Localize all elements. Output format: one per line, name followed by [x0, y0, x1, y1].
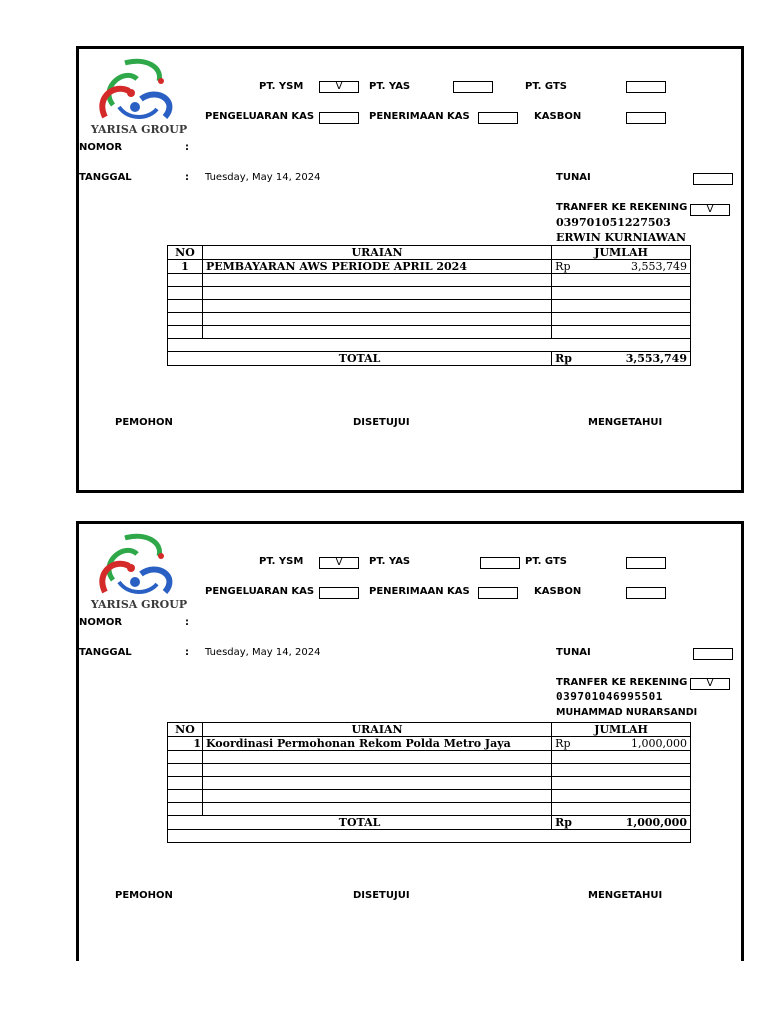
total-label: TOTAL: [168, 352, 552, 366]
pemohon-label: PEMOHON: [115, 417, 173, 428]
nomor-label: NOMOR: [79, 617, 123, 628]
col-jumlah: JUMLAH: [552, 246, 691, 260]
items-table: [167, 722, 691, 843]
account-name: MUHAMMAD NURARSANDI: [556, 707, 698, 718]
table-row: [168, 300, 691, 313]
total-row: [168, 352, 691, 366]
pt-gts-checkbox[interactable]: [626, 557, 666, 569]
item-amount-cell: [552, 260, 691, 274]
kasbon-checkbox[interactable]: [626, 587, 666, 599]
col-no: NO: [168, 723, 203, 737]
pt-ysm-label: PT. YSM: [259, 556, 304, 567]
disetujui-label: DISETUJUI: [353, 890, 410, 901]
pengeluaran-kas-checkbox[interactable]: [319, 112, 359, 124]
currency: Rp: [555, 352, 572, 365]
mengetahui-label: MENGETAHUI: [588, 417, 663, 428]
total-amount: 1,000,000: [625, 816, 687, 829]
yarisa-group-logo: [85, 532, 193, 612]
table-row: [168, 764, 691, 777]
currency: Rp: [555, 816, 572, 829]
tanggal-label: TANGGAL: [79, 172, 132, 183]
tanggal-colon: :: [185, 172, 189, 183]
item-desc: PEMBAYARAN AWS PERIODE APRIL 2024: [202, 260, 551, 274]
table-row: [168, 313, 691, 326]
kasbon-label: KASBON: [534, 111, 582, 122]
item-amount-cell: [552, 737, 691, 751]
table-row: [168, 260, 691, 274]
transfer-checkbox[interactable]: V: [690, 204, 730, 216]
items-table: [167, 245, 691, 366]
kasbon-checkbox[interactable]: [626, 112, 666, 124]
col-uraian: URAIAN: [202, 723, 551, 737]
total-amount-cell: [552, 352, 691, 366]
table-row: [168, 777, 691, 790]
mengetahui-label: MENGETAHUI: [588, 890, 663, 901]
currency: Rp: [555, 737, 571, 750]
col-jumlah: JUMLAH: [552, 723, 691, 737]
pt-gts-checkbox[interactable]: [626, 81, 666, 93]
account-number: 039701046995501: [556, 690, 663, 703]
total-amount: 3,553,749: [625, 352, 687, 365]
logo-text: YARISA GROUP: [90, 123, 188, 136]
pengeluaran-kas-label: PENGELUARAN KAS: [205, 586, 315, 597]
table-row: [168, 274, 691, 287]
nomor-colon: :: [185, 617, 189, 628]
pt-yas-label: PT. YAS: [369, 556, 411, 567]
table-row: [168, 287, 691, 300]
table-header: [168, 246, 691, 260]
penerimaan-kas-label: PENERIMAAN KAS: [369, 586, 470, 597]
penerimaan-kas-checkbox[interactable]: [478, 587, 518, 599]
nomor-label: NOMOR: [79, 142, 123, 153]
table-row: [168, 751, 691, 764]
item-no: 1: [168, 260, 203, 274]
nomor-colon: :: [185, 142, 189, 153]
pt-ysm-label: PT. YSM: [259, 81, 304, 92]
total-label: TOTAL: [168, 816, 552, 830]
voucher-2: [76, 521, 744, 961]
item-amount: 3,553,749: [631, 260, 687, 273]
account-name: ERWIN KURNIAWAN: [556, 231, 686, 244]
table-row: [168, 830, 691, 843]
pemohon-label: PEMOHON: [115, 890, 173, 901]
table-row: [168, 790, 691, 803]
account-number: 039701051227503: [556, 216, 671, 229]
currency: Rp: [555, 260, 571, 273]
pt-yas-label: PT. YAS: [369, 81, 411, 92]
penerimaan-kas-checkbox[interactable]: [478, 112, 518, 124]
table-row: [168, 326, 691, 339]
item-no: 1: [168, 737, 203, 751]
date-value: Tuesday, May 14, 2024: [205, 647, 321, 658]
pt-ysm-checkbox[interactable]: V: [319, 557, 359, 569]
transfer-label: TRANFER KE REKENING: [556, 677, 688, 688]
pt-gts-label: PT. GTS: [525, 556, 567, 567]
tanggal-label: TANGGAL: [79, 647, 132, 658]
kasbon-label: KASBON: [534, 586, 582, 597]
transfer-label: TRANFER KE REKENING: [556, 202, 688, 213]
table-header: [168, 723, 691, 737]
tunai-label: TUNAI: [556, 172, 591, 183]
yarisa-group-logo: [85, 57, 193, 137]
pt-gts-label: PT. GTS: [525, 81, 567, 92]
date-value: Tuesday, May 14, 2024: [205, 172, 321, 183]
tunai-checkbox[interactable]: [693, 648, 733, 660]
col-no: NO: [168, 246, 203, 260]
penerimaan-kas-label: PENERIMAAN KAS: [369, 111, 470, 122]
item-desc: Koordinasi Permohonan Rekom Polda Metro Jaya: [202, 737, 551, 751]
pt-ysm-checkbox[interactable]: V: [319, 81, 359, 93]
table-row: [168, 803, 691, 816]
pt-yas-checkbox[interactable]: [453, 81, 493, 93]
total-amount-cell: [552, 816, 691, 830]
table-row: [168, 737, 691, 751]
table-row: [168, 339, 691, 352]
col-uraian: URAIAN: [202, 246, 551, 260]
item-amount: 1,000,000: [631, 737, 687, 750]
tunai-label: TUNAI: [556, 647, 591, 658]
total-row: [168, 816, 691, 830]
transfer-checkbox[interactable]: V: [690, 678, 730, 690]
voucher-1: [76, 46, 744, 493]
pengeluaran-kas-checkbox[interactable]: [319, 587, 359, 599]
pengeluaran-kas-label: PENGELUARAN KAS: [205, 111, 315, 122]
logo-text: YARISA GROUP: [90, 598, 188, 611]
tunai-checkbox[interactable]: [693, 173, 733, 185]
pt-yas-checkbox[interactable]: [480, 557, 520, 569]
tanggal-colon: :: [185, 647, 189, 658]
disetujui-label: DISETUJUI: [353, 417, 410, 428]
